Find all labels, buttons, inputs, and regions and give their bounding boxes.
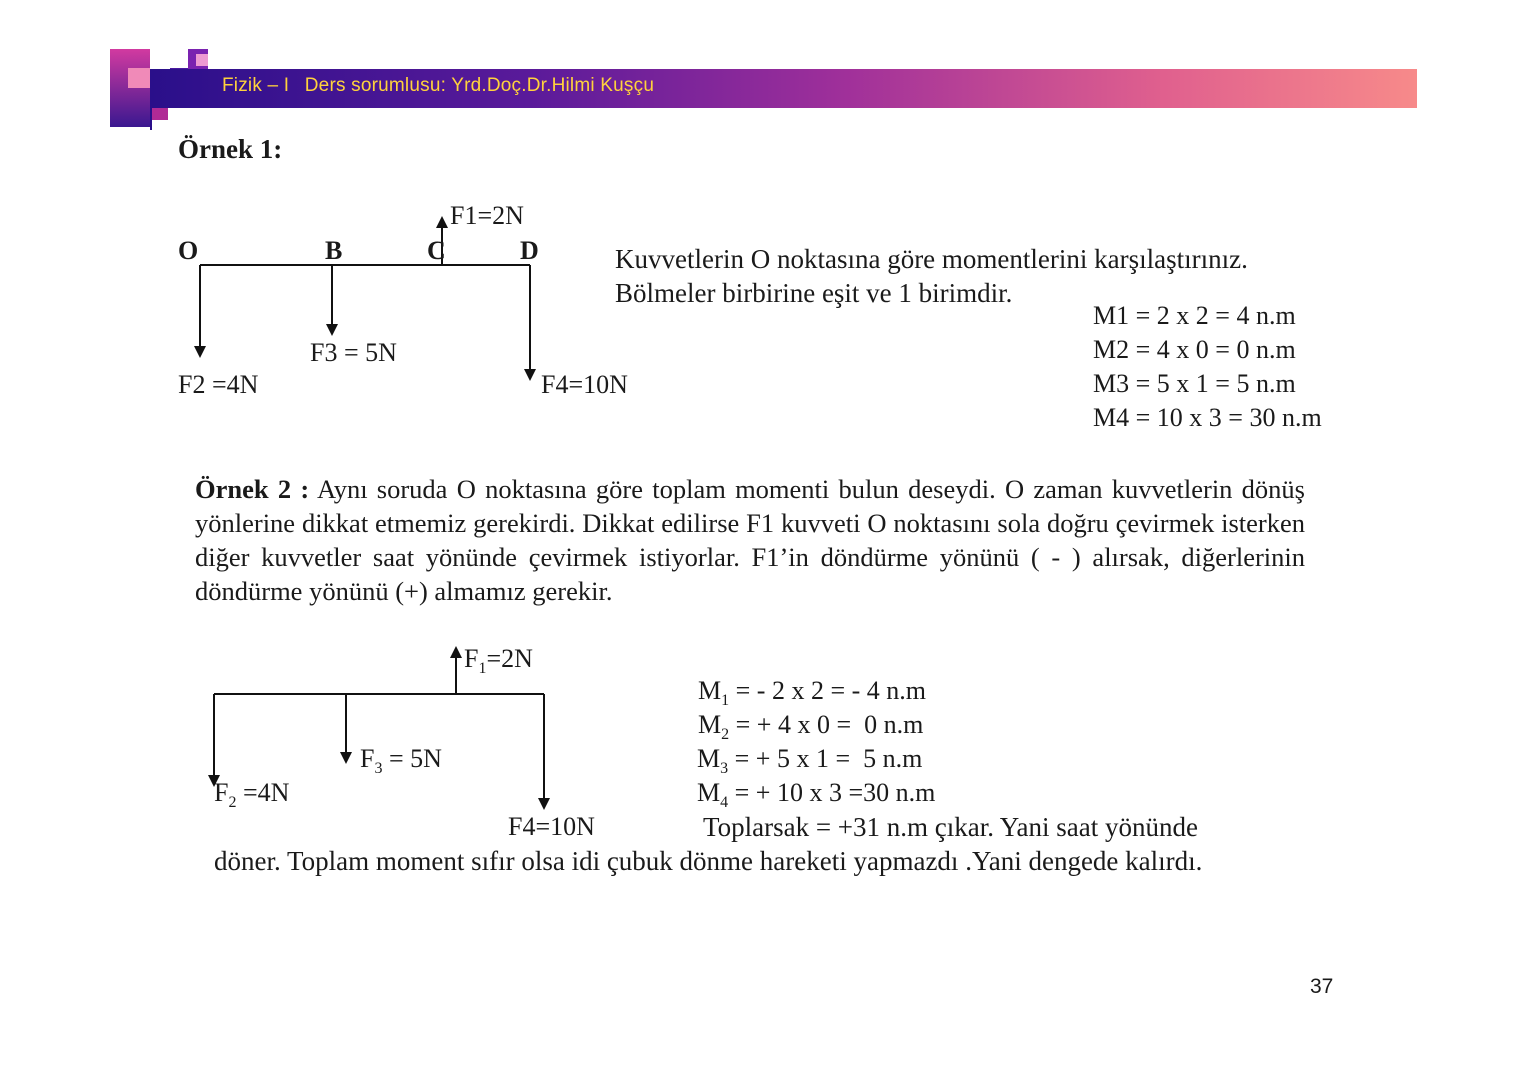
example2-moment-m1 xyxy=(698,676,926,710)
example2-f1-label xyxy=(464,644,533,678)
example1-f3-label: F3 = 5N xyxy=(310,338,397,367)
example1-f2-label: F2 =4N xyxy=(178,370,259,399)
example2-f1-subscript: 1 xyxy=(478,660,487,678)
example1-question-line2: Bölmeler birbirine eşit ve 1 birimdir. xyxy=(615,278,1013,308)
example2-m3-symbol: M xyxy=(697,744,721,773)
example2-moment-m3 xyxy=(697,744,922,778)
example2-m1-expr: = - 2 x 2 = - 4 n.m xyxy=(729,676,926,705)
example2-m3-subscript: 3 xyxy=(720,760,729,778)
example2-f4-label: F4=10N xyxy=(508,812,595,841)
example2-paragraph xyxy=(195,472,1305,608)
example1-moment-m3: M3 = 5 x 1 = 5 n.m xyxy=(1093,369,1296,398)
example2-m3-expr: = + 5 x 1 = 5 n.m xyxy=(728,744,923,773)
point-o-label: O xyxy=(178,236,199,265)
example1-title: Örnek 1: xyxy=(178,134,283,164)
example2-f1-value: =2N xyxy=(486,644,533,673)
example2-title: Örnek 2 : xyxy=(195,474,310,504)
example2-m4-expr: = + 10 x 3 =30 n.m xyxy=(728,778,936,807)
example2-m2-symbol: M xyxy=(698,710,722,739)
point-d-label: D xyxy=(520,236,539,265)
example2-m1-subscript: 1 xyxy=(721,692,730,710)
example2-f3-symbol: F xyxy=(360,744,375,773)
header-instructor: Ders sorumlusu: Yrd.Doç.Dr.Hilmi Kuşçu xyxy=(304,75,655,96)
example2-m4-subscript: 4 xyxy=(720,794,729,812)
example2-m2-expr: = + 4 x 0 = 0 n.m xyxy=(729,710,924,739)
example1-moment-m2: M2 = 4 x 0 = 0 n.m xyxy=(1093,335,1296,364)
example1-moment-m4: M4 = 10 x 3 = 30 n.m xyxy=(1093,403,1322,432)
example2-f1-symbol: F xyxy=(464,644,479,673)
example2-text: Aynı soruda O noktasına göre toplam momenti bulun deseydi. O zaman kuvvetlerin dönüş yönlerine dikkat etmemiz gerekirdi. Dikkat edilirse F1 kuvveti O noktasını sola doğru çevirmek isterken diğer kuvvetler saat yönünde çevirmek istiyorlar. F1’in döndürme yönünü ( - ) alırsak, diğerlerinin döndürme yönünü (+) almamız gerekir. xyxy=(195,474,1305,606)
example2-sum-line: Toplarsak = +31 n.m çıkar. Yani saat yönünde xyxy=(703,812,1198,842)
header-course: Fizik – I xyxy=(222,75,290,96)
example2-m2-subscript: 2 xyxy=(721,726,730,744)
example2-conclusion: döner. Toplam moment sıfır olsa idi çubuk dönme hareketi yapmazdı .Yani dengede kalırdı. xyxy=(214,846,1203,876)
example2-f2-label xyxy=(214,778,289,812)
example2-f2-symbol: F xyxy=(214,778,229,807)
example1-moment-m1: M1 = 2 x 2 = 4 n.m xyxy=(1093,301,1296,330)
page-number: 37 xyxy=(1310,975,1334,998)
example1-question-line1: Kuvvetlerin O noktasına göre momentlerini karşılaştırınız. xyxy=(615,244,1248,274)
example2-m1-symbol: M xyxy=(698,676,722,705)
example2-f2-value: =4N xyxy=(236,778,290,807)
example2-moment-m2 xyxy=(698,710,923,744)
example1-f4-label: F4=10N xyxy=(541,370,628,399)
example2-f3-label xyxy=(360,744,442,778)
example2-m4-symbol: M xyxy=(697,778,721,807)
example2-f3-value: = 5N xyxy=(382,744,442,773)
example1-f1-label: F1=2N xyxy=(450,201,524,230)
example2-f2-subscript: 2 xyxy=(228,794,237,812)
point-b-label: B xyxy=(325,236,343,265)
example2-moment-m4 xyxy=(697,778,935,812)
example2-f3-subscript: 3 xyxy=(374,760,383,778)
point-c-label: C xyxy=(427,236,446,265)
